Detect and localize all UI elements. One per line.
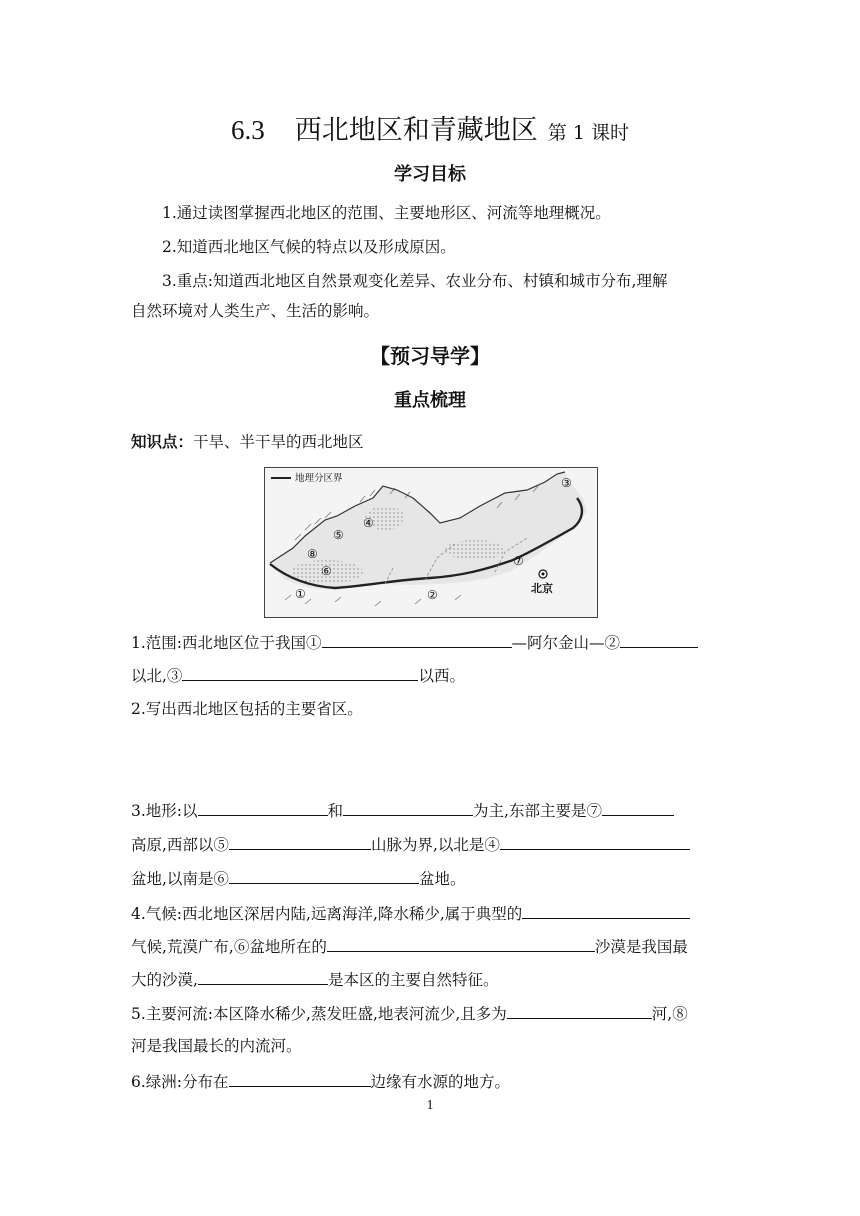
- map-marker-8: ⑧: [307, 547, 318, 561]
- q6-text-a: 6.绿洲:分布在: [131, 1073, 229, 1091]
- title-name: 西北地区和青藏地区: [294, 115, 538, 146]
- q4-text-e: 是本区的主要自然特征。: [327, 971, 499, 989]
- map-legend: 地理分区界: [295, 473, 343, 484]
- q3-text-e: 山脉为界,以北是④: [370, 836, 500, 854]
- answer-blank[interactable]: [522, 902, 690, 919]
- objective-3-cont: 自然环境对人类生产、生活的影响。: [131, 302, 380, 320]
- q1-text-a: 1.范围:西北地区位于我国①: [131, 634, 322, 652]
- map-marker-1: ①: [295, 587, 306, 601]
- answer-blank[interactable]: [507, 1002, 652, 1019]
- answer-blank[interactable]: [322, 631, 512, 648]
- page-title: [0, 108, 860, 147]
- answer-blank[interactable]: [198, 799, 328, 816]
- question-4-line-1: [131, 902, 690, 924]
- q1-text-c: 以北,③: [131, 667, 183, 685]
- answer-blank[interactable]: [343, 799, 473, 816]
- answer-blank[interactable]: [620, 631, 698, 648]
- answer-blank[interactable]: [229, 867, 419, 884]
- objective-1: 1.通过读图掌握西北地区的范围、主要地形区、河流等地理概况。: [162, 204, 611, 222]
- map-marker-5: ⑤: [333, 528, 344, 542]
- q4-text-c: 沙漠是我国最: [594, 938, 688, 956]
- map-marker-3: ③: [561, 476, 572, 490]
- knowledge-point: [131, 432, 364, 452]
- question-3-line-1: [131, 799, 674, 821]
- question-2: 2.写出西北地区包括的主要省区。: [131, 700, 363, 718]
- q5-text-a: 5.主要河流:本区降水稀少,蒸发旺盛,地表河流少,且多为: [131, 1005, 507, 1023]
- answer-blank[interactable]: [500, 833, 690, 850]
- northwest-region-map: [264, 467, 598, 618]
- q6-text-b: 边缘有水源的地方。: [370, 1073, 511, 1091]
- question-1-line-2: [131, 664, 465, 686]
- question-3-line-3: [131, 867, 465, 889]
- page-number: 1: [426, 1098, 434, 1113]
- answer-blank[interactable]: [198, 968, 328, 985]
- question-1-line-1: [131, 631, 698, 653]
- title-sub: 第 1 课时: [547, 122, 629, 144]
- q3-text-a: 3.地形:以: [131, 802, 198, 820]
- map-city-beijing: 北京: [531, 582, 553, 595]
- map-marker-4: ④: [363, 516, 374, 530]
- question-3-line-2: [131, 833, 690, 855]
- q3-text-b: 和: [327, 802, 344, 820]
- knowledge-text: 干旱、半干旱的西北地区: [193, 433, 364, 451]
- knowledge-label: 知识点：: [131, 433, 194, 451]
- q4-text-b: 气候,荒漠广布,⑥盆地所在的: [131, 938, 327, 956]
- q3-text-d: 高原,西部以⑤: [131, 836, 229, 854]
- q3-text-f: 盆地,以南是⑥: [131, 870, 229, 888]
- objective-2: 2.知道西北地区气候的特点以及形成原因。: [162, 238, 456, 256]
- answer-blank[interactable]: [327, 935, 595, 952]
- q1-text-d: 以西。: [418, 667, 465, 685]
- section-title: 【预习导学】: [370, 344, 490, 368]
- map-marker-2: ②: [427, 588, 438, 602]
- q4-text-d: 大的沙漠,: [131, 971, 198, 989]
- q1-text-b: —阿尔金山—②: [511, 634, 621, 652]
- question-5-line-1: [131, 1002, 688, 1024]
- q3-text-c: 为主,东部主要是⑦: [473, 802, 602, 820]
- question-5-line-2: 河是我国最长的内流河。: [131, 1037, 302, 1055]
- question-4-line-3: [131, 968, 498, 990]
- answer-blank[interactable]: [182, 664, 418, 681]
- answer-blank[interactable]: [229, 1070, 371, 1087]
- answer-blank[interactable]: [229, 833, 371, 850]
- map-marker-6: ⑥: [321, 564, 332, 578]
- answer-blank[interactable]: [602, 799, 674, 816]
- map-marker-7: ⑦: [513, 554, 524, 568]
- q4-text-a: 4.气候:西北地区深居内陆,远离海洋,降水稀少,属于典型的: [131, 905, 523, 923]
- q5-text-b: 河,⑧: [651, 1005, 688, 1023]
- question-4-line-2: [131, 935, 688, 957]
- title-number: 6.3: [231, 115, 265, 145]
- objectives-heading: 学习目标: [394, 164, 466, 185]
- q3-text-g: 盆地。: [418, 870, 466, 888]
- objective-3: 3.重点:知道西北地区自然景观变化差异、农业分布、村镇和城市分布,理解: [162, 272, 668, 290]
- subsection-title: 重点梳理: [394, 390, 466, 411]
- question-6: [131, 1070, 510, 1092]
